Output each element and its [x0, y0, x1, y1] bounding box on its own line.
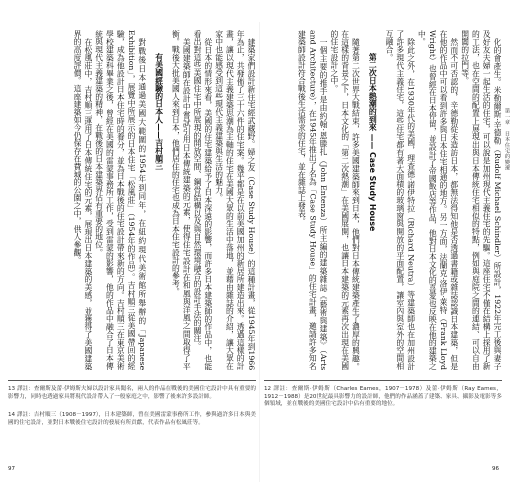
right-footnote-1: 12 譯註：查爾斯·伊姆斯（Charles Eames，1907－1978）及蕾·伊姆斯（Ray Eames，1912－1988）是20世紀最具影響力的設計師，他們的作品涵蓋了建築、家具、攝影及電影等多個領域，並在戰後的美國住宅設計中佔有重要的地位。: [264, 386, 502, 408]
right-page: [264, 30, 512, 475]
page-gutter: [259, 22, 260, 482]
left-page: [8, 30, 256, 475]
left-paragraph-4: 對戰後日本通過美國大範圍的1954年到同年，在紐約現代美術館所舉辦的「Japanese Exhibition」，展覽中所展示的日本住宅「松風莊」（1954年的作品）。吉村順三從美國帶回的經驗，成為他設計日本住宅時的養分，並為日本戰後的住宅設計帶來新的方向。吉村順三在東京美術學校建築科畢業之後，曾經在美國的雷蒙事務所工作，受到雷蒙的影響，他的作品中融合了日本傳統與現代主義建築的精神，在戰後的日本建築界佔有重要的地位。: [94, 30, 147, 370]
right-paragraph-5: 一個主要的推手是由約翰·恩滕扎（John Entenza）所主編的建築雜誌《藝術與建築》（Arts and Architecture），在1945年推出了名為「Case Study House」的住宅計畫，邀請許多知名建築師設計符合戰後生活需求的住宅，並在雜誌上發表。: [297, 30, 329, 370]
left-section-heading: 有美國經驗的日本人——吉村順三: [154, 53, 164, 171]
right-page-number: 96: [492, 466, 499, 472]
right-paragraph-1: 化的會產生。米勒爾斯·辛德勒（Rudolf Michael Schindler）所設計，1922年完工後與妻子及好友夫婦一起生活的住宅，可以說是加州現代主義住宅的先驅。這座住宅不僅在結構上採用了新的工法，也在空間的配置上展現出與日本傳統住宅相似的特點，例如與庭院之間的連結、可以自由開闔的拉門等。: [460, 30, 502, 370]
left-page-number: 97: [8, 466, 15, 472]
right-paragraph-4: 隨著第二次世界大戰結束，許多美國建築師來到日本，他們對日本傳統建築產生了濃厚的興趣。在這樣的背景之下，日本文化的「第二次熱潮」在美國展開，也讓日本建築的元素再次出現在美國的住宅設計之中。: [329, 30, 361, 370]
left-paragraph-3: 美國建築師在設計中嘗試引用日本傳統建築的元素，使得住宅設計在和風與洋風之間取得了平衡。戰後大批美國人來到日本，他們居住的住宅也成為日本住宅設計的參考。: [171, 30, 192, 370]
right-footnote-rule: [264, 380, 502, 381]
left-paragraph-1: 建築家們設計新住宅經武藏野。婦之友（Case Study House）的這種計畫，從1945年到1966年為止，共發佈了三十六件的住宅案。幾乎都是在以前美國加州的新居所建造出來。透過這樣的計畫，讓以現代主義建築思潮為主軸的住宅在美國大眾的生活中落地，並藉由雜誌的介紹，讓大眾在家中也能感受到這些現代主義建築與生活的魅力。: [214, 30, 256, 370]
left-footnote-rule: [8, 380, 256, 381]
right-paragraph-3: 除此之外，在1930年代的美國，理查德·諾伊特拉（Richard Neutra）等建築師也在加州設計了許多現代主義住宅，這些住宅都有著大面積的玻璃窗與開放的平面配置，讓室內與室外的空間相互融合。: [385, 30, 416, 370]
right-section-heading: 第二次日本熱潮的到來 —— Case Study House: [368, 53, 378, 232]
right-main-text: [264, 30, 502, 370]
left-footnote-2: 14 譯註：吉村順三（1908－1997），日本建築師，曾在美國雷蒙事務所工作，參與過許多日本與美國的住宅設計，並對日本戰後住宅設計的發展有所貢獻，代表作品有松風莊等。: [8, 412, 256, 426]
right-paragraph-2: 然而不可否認的，辛德勒從未造訪日本，都無法得知他是否透過書籍或雜誌認識日本建築，但是在他的作品中可以看到許多與日本住宅相通的地方。另一方面，法蘭克·洛伊·萊特（Frank Lloyd Wright）也曾經在日本停留，並設計了帝國飯店等作品，他對日本文化的喜愛也反映在他的建築之中。: [417, 30, 459, 370]
left-footnote-1: 13 譯註：查爾斯及蕾·伊姆斯夫婦以設計家具聞名，兩人的作品在戰後的美國住宅設計中具有重要的影響力，同時也透過家具將現代設計帶入了一般家庭之中，影響了後來許多設計師。: [8, 386, 256, 400]
running-head: 第一章 日本住宅的變遷: [504, 108, 510, 171]
left-paragraph-5: 在松風莊中，吉村順三運用了日本傳統住宅的元素，展現出日本建築的美感，並獲得了美國建築界的高度評價。這座建築如今仍保存在費城的公園之中，供人參觀。: [73, 30, 93, 370]
left-main-text: [8, 30, 256, 370]
left-paragraph-2: 從日本的情形來看，美國的住宅建築給予了日本深遠的影響，而許多日本建築師的作品中，也能看出對這些美國住宅中所展現的開放空間、鋼骨結構以及與自然環境融合的設計手法的關注。: [193, 30, 213, 370]
